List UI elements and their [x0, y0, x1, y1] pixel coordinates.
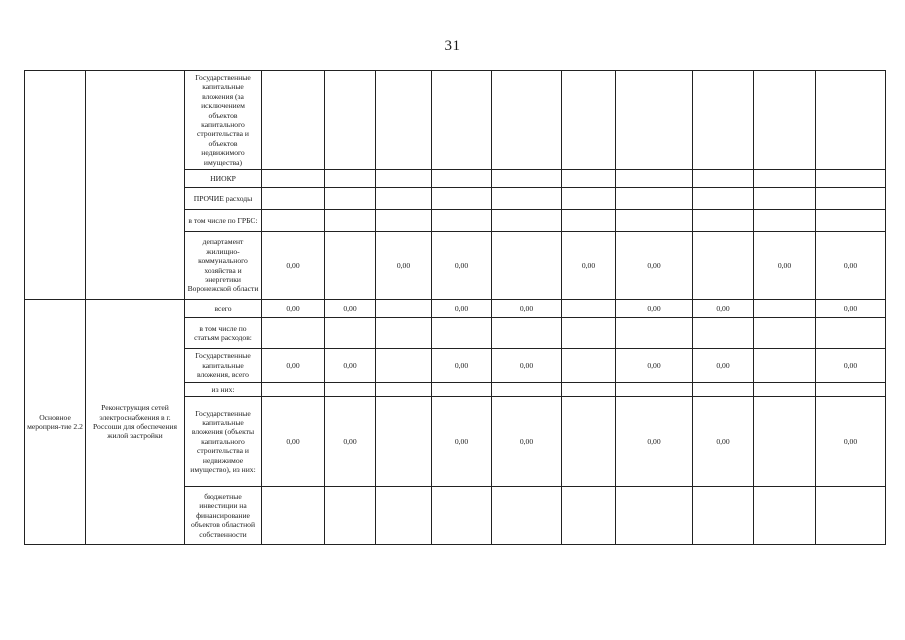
row-label: департамент жилищно-коммунального хозяйства и энергетики Воронежской области [185, 232, 262, 300]
value-cell: 0,00 [432, 300, 492, 318]
value-cell: 0,00 [432, 397, 492, 487]
value-cell [693, 232, 754, 300]
row-label: Государственные капитальные вложения (объекты капитального строительства и недвижимое имущество), из них: [185, 397, 262, 487]
value-cell: 0,00 [616, 232, 693, 300]
title-cell: Реконструкция сетей электроснабжения в г. Россоши для обеспечения жилой застройки [86, 300, 185, 545]
value-cell: 0,00 [262, 232, 325, 300]
table-row [25, 300, 886, 318]
value-cell: 0,00 [616, 349, 693, 383]
row-label: ПРОЧИЕ расходы [185, 188, 262, 210]
value-cell: 0,00 [262, 300, 325, 318]
value-cell [325, 232, 376, 300]
value-cell: 0,00 [325, 397, 376, 487]
page-number: 31 [444, 38, 461, 54]
value-cell [754, 349, 816, 383]
budget-table [24, 70, 886, 545]
value-cell: 0,00 [816, 397, 886, 487]
row-label: в том числе по ГРБС: [185, 210, 262, 232]
value-cell: 0,00 [432, 232, 492, 300]
value-cell: 0,00 [492, 397, 562, 487]
row-label: в том числе по статьям расходов: [185, 318, 262, 349]
value-cell: 0,00 [376, 232, 432, 300]
table-row [25, 71, 886, 170]
status-cell: Основное мероприя-тие 2.2 [25, 300, 86, 545]
value-cell: 0,00 [492, 349, 562, 383]
value-cell: 0,00 [616, 397, 693, 487]
value-cell: 0,00 [492, 300, 562, 318]
value-cell: 0,00 [432, 349, 492, 383]
row-label: всего [185, 300, 262, 318]
value-cell: 0,00 [754, 232, 816, 300]
row-label: Государственные капитальные вложения, всего [185, 349, 262, 383]
row-label: бюджетные инвестиции на финансирование объектов областной собственности [185, 487, 262, 545]
value-cell [492, 232, 562, 300]
value-cell: 0,00 [816, 349, 886, 383]
value-cell [376, 300, 432, 318]
value-cell [754, 300, 816, 318]
value-cell: 0,00 [816, 232, 886, 300]
value-cell: 0,00 [693, 349, 754, 383]
value-cell: 0,00 [562, 232, 616, 300]
value-cell [754, 397, 816, 487]
value-cell [376, 349, 432, 383]
value-cell: 0,00 [262, 397, 325, 487]
value-cell: 0,00 [325, 300, 376, 318]
row-label: НИОКР [185, 170, 262, 188]
value-cell: 0,00 [262, 349, 325, 383]
value-cell [562, 397, 616, 487]
value-cell [562, 300, 616, 318]
value-cell [376, 397, 432, 487]
value-cell: 0,00 [616, 300, 693, 318]
value-cell: 0,00 [693, 397, 754, 487]
value-cell: 0,00 [816, 300, 886, 318]
row-label: Государственные капитальные вложения (за исключением объектов капитального строительства и объектов недвижимого имущества) [185, 71, 262, 170]
title-cell [86, 71, 185, 300]
value-cell: 0,00 [325, 349, 376, 383]
value-cell [562, 349, 616, 383]
value-cell: 0,00 [693, 300, 754, 318]
status-cell [25, 71, 86, 300]
row-label: из них: [185, 383, 262, 397]
